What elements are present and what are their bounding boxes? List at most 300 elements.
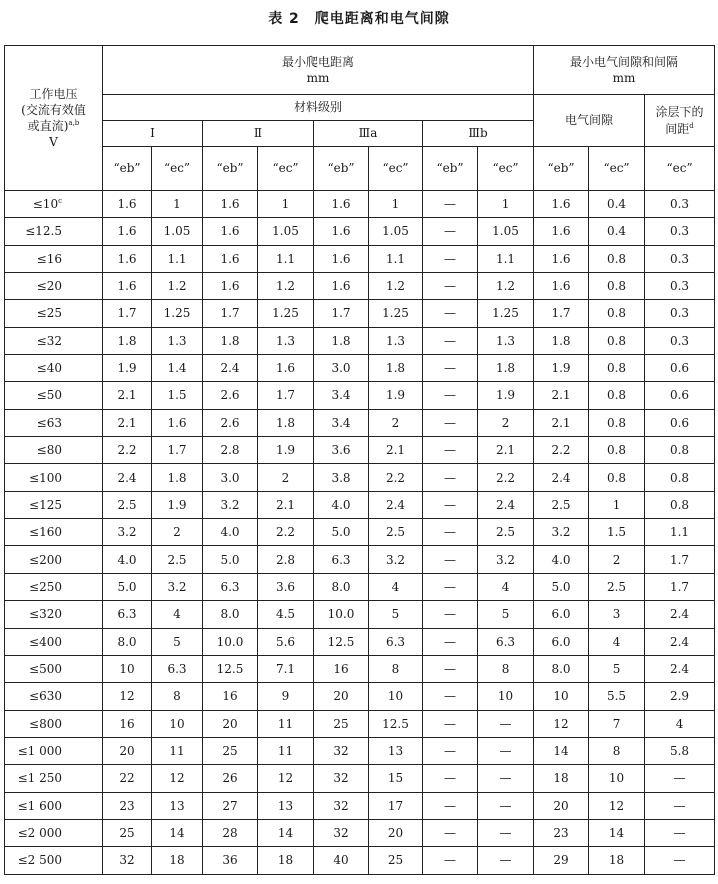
value-cell: 0.8 [589, 437, 645, 464]
value-cell: 1 [478, 191, 534, 218]
table-row [5, 792, 715, 819]
group-ii-header: Ⅱ [203, 121, 314, 147]
value-cell: 4 [589, 628, 645, 655]
value-cell: 36 [203, 847, 258, 874]
working-voltage-header: 工作电压 (交流有效值 或直流)$^{a,b}$ V [5, 46, 103, 191]
value-cell: 5 [369, 601, 423, 628]
value-cell: — [478, 819, 534, 846]
voltage-cell: ≤800 [5, 710, 103, 737]
value-cell: — [645, 819, 715, 846]
value-cell: — [423, 191, 478, 218]
value-cell: 3.6 [258, 573, 314, 600]
value-cell: 11 [258, 737, 314, 764]
value-cell: 0.3 [645, 300, 715, 327]
value-cell: 0.8 [589, 409, 645, 436]
value-cell: 8 [478, 655, 534, 682]
value-cell: 0.8 [589, 300, 645, 327]
table-row [5, 409, 715, 436]
value-cell: 10 [152, 710, 203, 737]
value-cell: — [423, 218, 478, 245]
value-cell: 1 [152, 191, 203, 218]
value-cell: 4.0 [314, 491, 369, 518]
value-cell: 1.8 [203, 327, 258, 354]
value-cell: 25 [203, 737, 258, 764]
voltage-cell: ≤320 [5, 601, 103, 628]
sub-header: “ec” [645, 147, 715, 191]
value-cell: 2 [152, 519, 203, 546]
voltage-cell: ≤1 000 [5, 737, 103, 764]
value-cell: 3.2 [478, 546, 534, 573]
value-cell: 3.4 [314, 382, 369, 409]
value-cell: 16 [103, 710, 152, 737]
value-cell: 1.6 [152, 409, 203, 436]
value-cell: 1.8 [152, 464, 203, 491]
value-cell: 6.0 [534, 601, 589, 628]
value-cell: 2.4 [534, 464, 589, 491]
value-cell: 1.6 [534, 218, 589, 245]
value-cell: 8.0 [203, 601, 258, 628]
value-cell: 5.6 [258, 628, 314, 655]
value-cell: 13 [152, 792, 203, 819]
value-cell: 20 [534, 792, 589, 819]
value-cell: 12.5 [369, 710, 423, 737]
value-cell: 3 [589, 601, 645, 628]
value-cell: 6.3 [103, 601, 152, 628]
value-cell: 1.6 [203, 191, 258, 218]
value-cell: 6.0 [534, 628, 589, 655]
value-cell: 2 [589, 546, 645, 573]
value-cell: 2.1 [534, 409, 589, 436]
value-cell: 4.0 [534, 546, 589, 573]
table-row [5, 847, 715, 874]
group-i-header: Ⅰ [103, 121, 203, 147]
value-cell: 6.3 [478, 628, 534, 655]
value-cell: — [423, 655, 478, 682]
value-cell: 13 [369, 737, 423, 764]
value-cell: 1.9 [534, 355, 589, 382]
value-cell: 2.6 [203, 382, 258, 409]
value-cell: 6.3 [203, 573, 258, 600]
value-cell: 5.0 [203, 546, 258, 573]
value-cell: 1.5 [589, 519, 645, 546]
table-row [5, 218, 715, 245]
value-cell: 5.0 [534, 573, 589, 600]
value-cell: 8 [152, 683, 203, 710]
value-cell: 2.4 [203, 355, 258, 382]
value-cell: 2.1 [478, 437, 534, 464]
value-cell: 2.4 [478, 491, 534, 518]
value-cell: 1.3 [369, 327, 423, 354]
value-cell: 0.8 [645, 491, 715, 518]
value-cell: 0.8 [589, 273, 645, 300]
value-cell: 4 [478, 573, 534, 600]
value-cell: 2.1 [369, 437, 423, 464]
value-cell: 11 [152, 737, 203, 764]
value-cell: — [478, 847, 534, 874]
value-cell: 9 [258, 683, 314, 710]
value-cell: 3.2 [152, 573, 203, 600]
voltage-cell: ≤32 [5, 327, 103, 354]
value-cell: 12 [103, 683, 152, 710]
table-row [5, 683, 715, 710]
value-cell: 0.8 [589, 245, 645, 272]
value-cell: 1.6 [534, 191, 589, 218]
value-cell: 1.2 [369, 273, 423, 300]
value-cell: 1.7 [314, 300, 369, 327]
sub-header: “eb” [423, 147, 478, 191]
value-cell: 6.3 [152, 655, 203, 682]
value-cell: 2.5 [369, 519, 423, 546]
value-cell: 16 [314, 655, 369, 682]
value-cell: 1.2 [152, 273, 203, 300]
value-cell: 3.0 [203, 464, 258, 491]
value-cell: — [423, 300, 478, 327]
value-cell: 8 [589, 737, 645, 764]
table-row [5, 573, 715, 600]
value-cell: 14 [534, 737, 589, 764]
value-cell: 1.8 [314, 327, 369, 354]
value-cell: 0.8 [589, 327, 645, 354]
value-cell: 13 [258, 792, 314, 819]
value-cell: 1.7 [152, 437, 203, 464]
value-cell: 0.6 [645, 409, 715, 436]
voltage-cell: ≤80 [5, 437, 103, 464]
group-iiib-header: Ⅲb [423, 121, 534, 147]
voltage-cell: ≤2 500 [5, 847, 103, 874]
voltage-cell: ≤40 [5, 355, 103, 382]
value-cell: 1 [258, 191, 314, 218]
value-cell: 40 [314, 847, 369, 874]
value-cell: 3.2 [203, 491, 258, 518]
voltage-cell: ≤160 [5, 519, 103, 546]
value-cell: 16 [203, 683, 258, 710]
value-cell: 3.0 [314, 355, 369, 382]
value-cell: 5 [152, 628, 203, 655]
value-cell: — [423, 819, 478, 846]
value-cell: 10.0 [203, 628, 258, 655]
value-cell: 2.5 [534, 491, 589, 518]
value-cell: 29 [534, 847, 589, 874]
value-cell: 25 [314, 710, 369, 737]
value-cell: 1 [589, 491, 645, 518]
value-cell: 14 [589, 819, 645, 846]
table-row [5, 437, 715, 464]
value-cell: 2.2 [478, 464, 534, 491]
value-cell: — [423, 628, 478, 655]
value-cell: 2.2 [103, 437, 152, 464]
value-cell: 0.8 [645, 437, 715, 464]
value-cell: 1.6 [203, 245, 258, 272]
value-cell: 1.6 [103, 191, 152, 218]
table-body [5, 191, 715, 875]
value-cell: 1.9 [478, 382, 534, 409]
table-header [5, 46, 715, 191]
table-row [5, 327, 715, 354]
value-cell: — [423, 765, 478, 792]
value-cell: 8.0 [314, 573, 369, 600]
creepage-header: 最小爬电距离 mm [103, 46, 534, 95]
value-cell: 1.6 [314, 191, 369, 218]
value-cell: 1.8 [258, 409, 314, 436]
value-cell: 28 [203, 819, 258, 846]
value-cell: 3.4 [314, 409, 369, 436]
value-cell: 0.4 [589, 191, 645, 218]
value-cell: 1.6 [314, 245, 369, 272]
sub-header: “eb” [534, 147, 589, 191]
creepage-clearance-table [4, 45, 715, 875]
sub-header: “ec” [152, 147, 203, 191]
value-cell: 32 [314, 819, 369, 846]
value-cell: 32 [314, 737, 369, 764]
table-row [5, 191, 715, 218]
value-cell: — [423, 601, 478, 628]
table-row [5, 765, 715, 792]
value-cell: 0.3 [645, 327, 715, 354]
value-cell: 2.2 [258, 519, 314, 546]
value-cell: 5.0 [314, 519, 369, 546]
value-cell: 1.6 [314, 273, 369, 300]
value-cell: 2.1 [534, 382, 589, 409]
value-cell: — [423, 245, 478, 272]
voltage-cell: ≤50 [5, 382, 103, 409]
value-cell: 1.5 [152, 382, 203, 409]
value-cell: 1.8 [534, 327, 589, 354]
table-row [5, 273, 715, 300]
value-cell: 20 [103, 737, 152, 764]
value-cell: 2.5 [152, 546, 203, 573]
table-row [5, 355, 715, 382]
value-cell: 1.2 [258, 273, 314, 300]
value-cell: 0.3 [645, 245, 715, 272]
value-cell: — [423, 710, 478, 737]
value-cell: 3.6 [314, 437, 369, 464]
value-cell: — [423, 437, 478, 464]
value-cell: 1.05 [152, 218, 203, 245]
value-cell: — [423, 519, 478, 546]
value-cell: 32 [314, 765, 369, 792]
value-cell: 2.4 [103, 464, 152, 491]
value-cell: 2.5 [589, 573, 645, 600]
value-cell: 32 [314, 792, 369, 819]
value-cell: 2.4 [645, 601, 715, 628]
value-cell: 1.7 [645, 546, 715, 573]
table-row [5, 737, 715, 764]
value-cell: 10 [369, 683, 423, 710]
value-cell: 23 [534, 819, 589, 846]
value-cell: 0.4 [589, 218, 645, 245]
voltage-cell: $\le 10^c$ [5, 191, 103, 218]
table-row [5, 628, 715, 655]
value-cell: 1.7 [534, 300, 589, 327]
table-row [5, 245, 715, 272]
sub-header: “ec” [258, 147, 314, 191]
value-cell: 20 [314, 683, 369, 710]
value-cell: 10 [589, 765, 645, 792]
value-cell: 6.3 [314, 546, 369, 573]
value-cell: 1.25 [369, 300, 423, 327]
value-cell: 6.3 [369, 628, 423, 655]
sub-header: “eb” [314, 147, 369, 191]
value-cell: 4 [369, 573, 423, 600]
value-cell: 7 [589, 710, 645, 737]
value-cell: 2.1 [103, 382, 152, 409]
value-cell: 1.6 [203, 273, 258, 300]
value-cell: 2.5 [478, 519, 534, 546]
value-cell: 1.05 [369, 218, 423, 245]
value-cell: 0.8 [589, 355, 645, 382]
value-cell: 1.6 [258, 355, 314, 382]
value-cell: 1.7 [103, 300, 152, 327]
value-cell: 12 [534, 710, 589, 737]
table-row [5, 464, 715, 491]
clearance-header: 最小电气间隙和间隔 mm [534, 46, 715, 95]
value-cell: 12.5 [203, 655, 258, 682]
value-cell: 1.6 [314, 218, 369, 245]
value-cell: 5 [478, 601, 534, 628]
value-cell: 2.2 [369, 464, 423, 491]
voltage-cell: ≤63 [5, 409, 103, 436]
value-cell: 1.6 [534, 245, 589, 272]
value-cell: 1.25 [152, 300, 203, 327]
value-cell: 23 [103, 792, 152, 819]
value-cell: 1.05 [258, 218, 314, 245]
value-cell: — [423, 491, 478, 518]
voltage-cell: ≤200 [5, 546, 103, 573]
value-cell: 14 [258, 819, 314, 846]
voltage-cell: ≤500 [5, 655, 103, 682]
table-row [5, 710, 715, 737]
value-cell: 18 [589, 847, 645, 874]
voltage-cell: ≤250 [5, 573, 103, 600]
voltage-cell: ≤1 250 [5, 765, 103, 792]
value-cell: 8 [369, 655, 423, 682]
value-cell: 4.0 [203, 519, 258, 546]
value-cell: 2.8 [203, 437, 258, 464]
value-cell: 1.4 [152, 355, 203, 382]
value-cell: 1.3 [258, 327, 314, 354]
value-cell: — [645, 847, 715, 874]
value-cell: 3.2 [534, 519, 589, 546]
value-cell: 3.2 [369, 546, 423, 573]
value-cell: — [423, 464, 478, 491]
value-cell: — [645, 765, 715, 792]
value-cell: 1.8 [103, 327, 152, 354]
value-cell: 27 [203, 792, 258, 819]
value-cell: 1.1 [258, 245, 314, 272]
value-cell: 0.8 [589, 382, 645, 409]
value-cell: 1.9 [369, 382, 423, 409]
value-cell: 10 [103, 655, 152, 682]
value-cell: 12 [152, 765, 203, 792]
group-iiia-header: Ⅲa [314, 121, 423, 147]
sub-header: “eb” [203, 147, 258, 191]
value-cell: 12.5 [314, 628, 369, 655]
value-cell: 12 [589, 792, 645, 819]
table-row [5, 819, 715, 846]
coating-spacing-header: 涂层下的 间距$^d$ [645, 95, 715, 147]
value-cell: 5.8 [645, 737, 715, 764]
value-cell: — [423, 409, 478, 436]
value-cell: 2.4 [645, 628, 715, 655]
sub-header: “eb” [103, 147, 152, 191]
value-cell: 0.3 [645, 273, 715, 300]
value-cell: 0.3 [645, 191, 715, 218]
value-cell: — [478, 792, 534, 819]
value-cell: 18 [152, 847, 203, 874]
value-cell: 10 [478, 683, 534, 710]
value-cell: — [423, 737, 478, 764]
value-cell: 1.6 [203, 218, 258, 245]
value-cell: 1.9 [152, 491, 203, 518]
value-cell: 25 [369, 847, 423, 874]
value-cell: — [423, 792, 478, 819]
value-cell: 8.0 [103, 628, 152, 655]
value-cell: — [423, 327, 478, 354]
value-cell: 8.0 [534, 655, 589, 682]
value-cell: 1.3 [152, 327, 203, 354]
table-row [5, 300, 715, 327]
value-cell: 26 [203, 765, 258, 792]
value-cell: 1.1 [152, 245, 203, 272]
value-cell: 1.8 [478, 355, 534, 382]
value-cell: 2.5 [103, 491, 152, 518]
value-cell: 1.7 [203, 300, 258, 327]
value-cell: 22 [103, 765, 152, 792]
value-cell: 2.1 [103, 409, 152, 436]
value-cell: 2.6 [203, 409, 258, 436]
value-cell: 2.8 [258, 546, 314, 573]
value-cell: 5.5 [589, 683, 645, 710]
value-cell: 11 [258, 710, 314, 737]
voltage-cell: ≤630 [5, 683, 103, 710]
value-cell: 1.1 [478, 245, 534, 272]
value-cell: 15 [369, 765, 423, 792]
voltage-cell: ≤16 [5, 245, 103, 272]
value-cell: 5 [589, 655, 645, 682]
material-group-header: 材料级别 [103, 95, 534, 121]
value-cell: 1.25 [258, 300, 314, 327]
value-cell: 2.1 [258, 491, 314, 518]
value-cell: 0.8 [589, 464, 645, 491]
table-row [5, 491, 715, 518]
voltage-cell: ≤100 [5, 464, 103, 491]
table-row [5, 655, 715, 682]
value-cell: 2.4 [369, 491, 423, 518]
value-cell: — [478, 710, 534, 737]
electrical-clearance-header: 电气间隙 [534, 95, 645, 147]
value-cell: 20 [369, 819, 423, 846]
value-cell: — [423, 546, 478, 573]
value-cell: 4 [152, 601, 203, 628]
voltage-cell: ≤25 [5, 300, 103, 327]
table-row [5, 546, 715, 573]
value-cell: — [423, 355, 478, 382]
voltage-cell: ≤400 [5, 628, 103, 655]
value-cell: 2 [478, 409, 534, 436]
value-cell: — [423, 382, 478, 409]
value-cell: 4.5 [258, 601, 314, 628]
value-cell: 2 [258, 464, 314, 491]
value-cell: — [423, 847, 478, 874]
table-row [5, 382, 715, 409]
value-cell: 18 [534, 765, 589, 792]
value-cell: 1.1 [369, 245, 423, 272]
value-cell: 0.3 [645, 218, 715, 245]
value-cell: 10.0 [314, 601, 369, 628]
value-cell: 2 [369, 409, 423, 436]
table-title: 表 2 爬电距离和电气间隙 [268, 11, 450, 27]
voltage-cell: ≤20 [5, 273, 103, 300]
